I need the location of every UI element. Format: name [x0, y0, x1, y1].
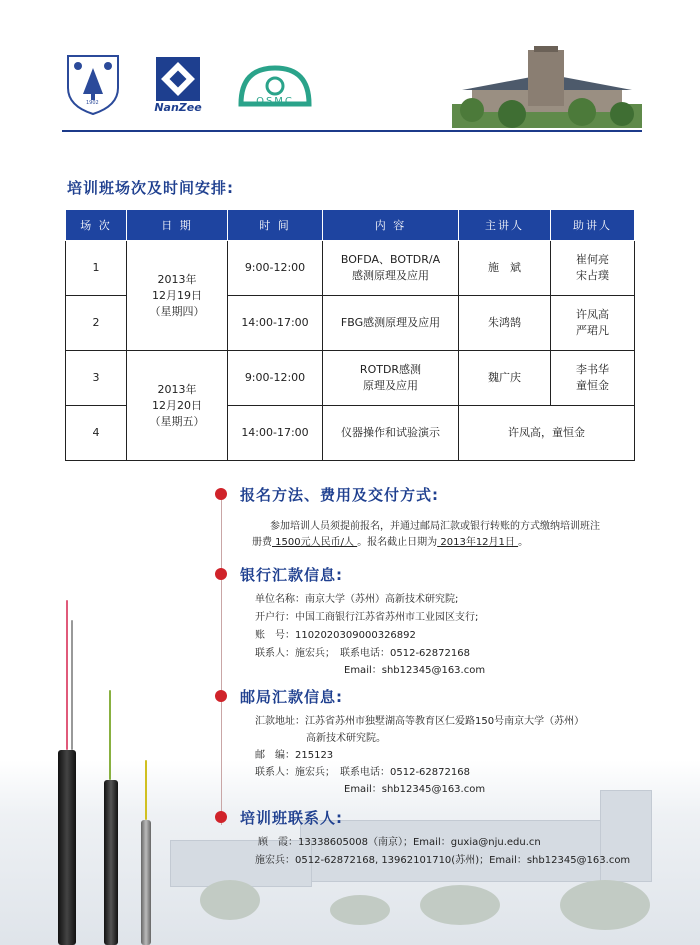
post-address-2: 高新技术研究院。 [306, 733, 386, 744]
post-title: 邮局汇款信息: [240, 688, 343, 706]
bank-unit: 单位名称：南京大学（苏州）高新技术研究院; [255, 594, 459, 605]
table-header: 主讲人 [459, 210, 551, 241]
table-header: 时 间 [228, 210, 323, 241]
table-row: 3 2013年 12月20日 （星期五） 9:00-12:00 ROTDR感测 原理及应用 魏广庆 李书华 童恒金 [66, 351, 635, 406]
bank-name: 开户行：中国工商银行江苏省苏州市工业园区支行; [255, 612, 479, 623]
contact-shihongbing: 施宏兵：0512-62872168, 13962101710(苏州)；Email：shb12345@163.com [255, 855, 631, 866]
date-cell: 2013年 12月19日 （星期四） [127, 241, 228, 351]
contacts-title: 培训班联系人: [240, 809, 343, 827]
bullet-dot-icon [215, 488, 227, 500]
deadline-date: 2013年12月1日 [437, 537, 519, 548]
bullet-dot-icon [215, 568, 227, 580]
header-divider [62, 130, 642, 132]
campus-building-photo [452, 44, 642, 128]
registration-title: 报名方法、费用及交付方式: [240, 486, 439, 504]
table-header: 日 期 [127, 210, 228, 241]
nju-logo: 1902 [66, 54, 120, 120]
campus-tower [600, 790, 652, 882]
date-cell: 2013年 12月20日 （星期五） [127, 351, 228, 461]
schedule-table [65, 209, 635, 461]
table-row: 2 14:00-17:00 FBG感测原理及应用 朱鸿鹄 许凤高 严珺凡 [66, 296, 635, 351]
osmc-logo: OSMC [237, 64, 313, 112]
table-header: 助讲人 [551, 210, 635, 241]
bank-account: 账 号：1102020309000326892 [255, 630, 416, 641]
bank-title: 银行汇款信息: [240, 566, 343, 584]
nanzee-logo: NanZee [152, 57, 204, 114]
registration-fee-line: 册费 1500元人民币/人 。报名截止日期为 2013年12月1日 。 [252, 537, 529, 548]
schedule-title: 培训班场次及时间安排: [67, 179, 234, 197]
contact-guxia: 顾 霞：13338605008（南京）；Email：guxia@nju.edu.cn [258, 837, 541, 848]
post-email: Email：shb12345@163.com [344, 784, 486, 795]
bullet-dot-icon [215, 811, 227, 823]
fee-amount: 1500元人民币/人 [272, 537, 358, 548]
table-row: 4 14:00-17:00 仪器操作和试验演示 许凤高，童恒金 [66, 406, 635, 461]
post-zip: 邮 编：215123 [255, 750, 334, 761]
post-contact: 联系人：施宏兵； 联系电话：0512-62872168 [255, 767, 470, 778]
table-header: 场 次 [66, 210, 127, 241]
table-header: 内 容 [323, 210, 459, 241]
bank-email: Email：shb12345@163.com [344, 665, 486, 676]
timeline-line [221, 495, 222, 825]
registration-text: 参加培训人员须提前报名，并通过邮局汇款或银行转账的方式缴纳培训班注 [270, 521, 600, 532]
bullet-dot-icon [215, 690, 227, 702]
table-row: 1 2013年 12月19日 （星期四） 9:00-12:00 BOFDA、BOTDR/A 感测原理及应用 施 斌 崔何亮 宋占璞 [66, 241, 635, 296]
post-address: 汇款地址：江苏省苏州市独墅湖高等教育区仁爱路150号南京大学（苏州） [255, 716, 585, 727]
cable-image [58, 750, 76, 945]
bank-contact: 联系人：施宏兵； 联系电话：0512-62872168 [255, 648, 470, 659]
